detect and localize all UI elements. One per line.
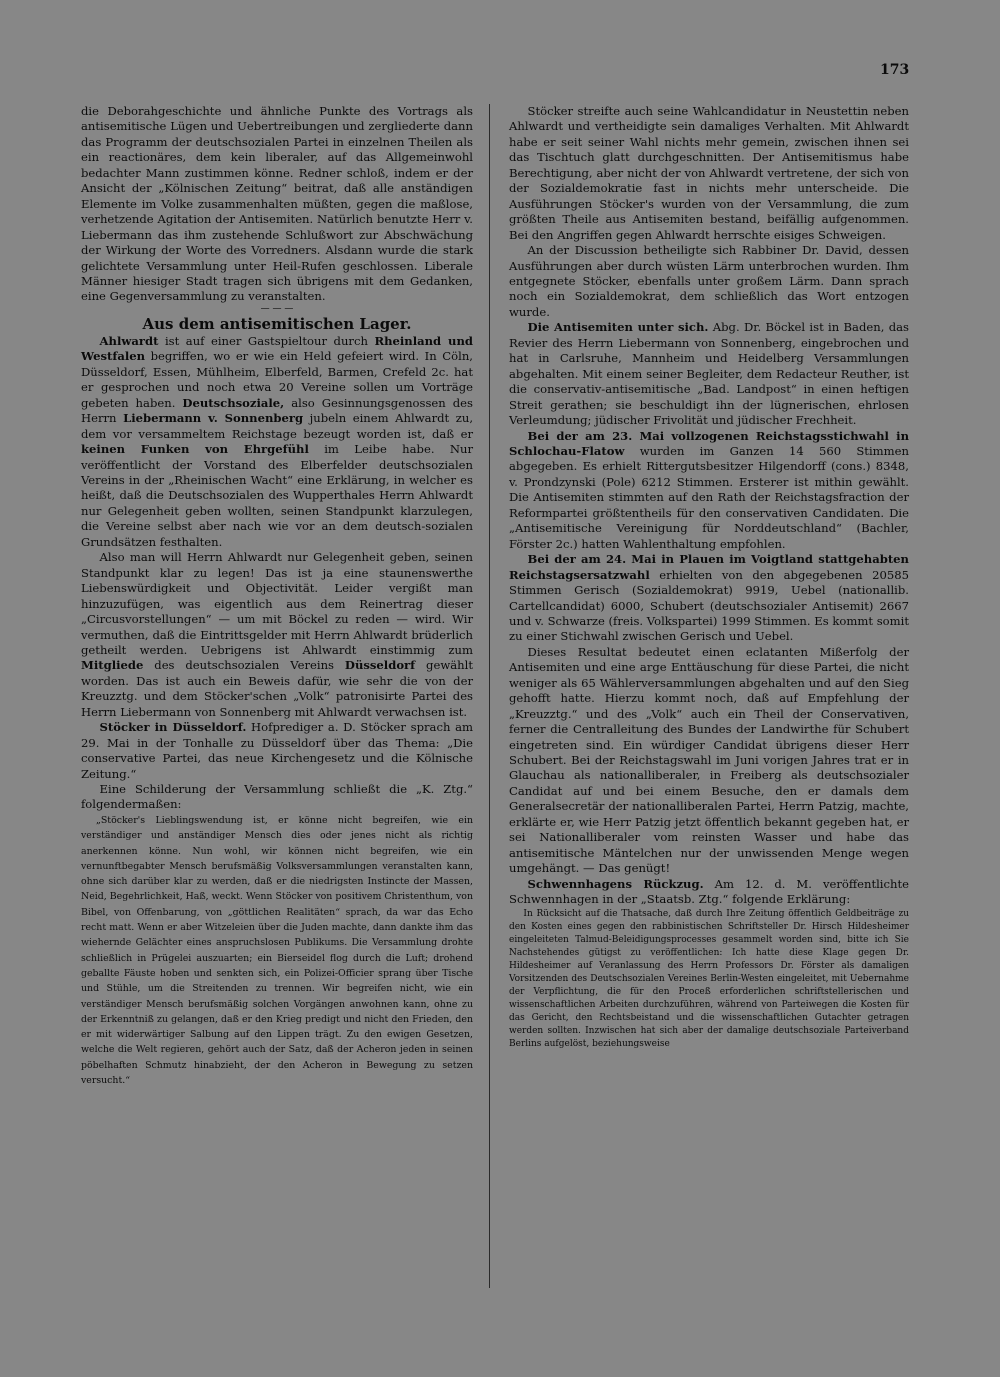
text-run: gewählt worden. Das ist auch ein Beweis dafür, wie sehr die von der Kreuzztg. und dem Stöcker'schen „Volk“ patronisirte Partei des Herrn Liebermann von Sonnenberg mit Ahlwardt verwachsen ist. xyxy=(81,658,474,719)
quote-koelnische-zeitung: „Stöcker's Lieblingswendung ist, er könne nicht begreifen, wie ein verständiger und anständiger Mensch dies oder jenes nicht als richtig anerkennen könne. Nun wohl, wir können nicht begreifen, wie ein vernunftbegabter Mensch berufsmäßig Volksversammlungen veranstalten kann, ohne sich darüber klar zu werden, daß er die niedrigsten Instincte der Massen, Neid, Begehrlichkeit, Haß, weckt. Wenn Stöcker von positivem Christenthum, von Bibel, von Offenbarung, von „göttlichen Realitäten“ sprach, da war das Echo recht matt. Wenn er aber Witzeleien über die Juden machte, dann dankte ihm das wiehernde Gelächter eines anspruchslosen Publikums. Die Versammlung drohte schließlich in Prügelei auszuarten; ein Bierseidel flog durch die Luft; drohend geballte Fäuste hoben und senkten sich, ein Polizei-Officier sprang über Tische und Stühle, um die Streitenden zu trennen. Wir begreifen nicht, wie ein verständiger Mensch berufsmäßig solchen Vorgängen anwohnen kann, ohne zu der Erkenntniß zu gelangen, daß er den Krieg predigt und nicht den Frieden, den er mit widerwärtiger Salbung auf den Lippen trägt. Zu den ewigen Gesetzen, welche die Welt regieren, gehört auch der Satz, daß der Acheron jeden in seinen pöbelhaften Schmutz hinabzieht, der den Acheron in Bewegung zu setzen versucht.“ xyxy=(81,814,473,1086)
section-separator: — — — xyxy=(260,303,294,314)
paragraph-discussion: An der Discussion betheiligte sich Rabbiner Dr. David, dessen Ausführungen aber durch wüsten Lärm unterbrochen wurden. Ihm entgegnete Stöcker, ebenfalls unter großem Lärm. Dann sprach noch ein Sozialdemokrat, dem schließlich das Wort entzogen wurde. xyxy=(509,243,909,319)
text-run: begriffen, wo er wie ein Held gefeiert wird. In Cöln, Düsseldorf, Essen, Mühlheim, Elberfeld, Barmen, Crefeld 2c. hat er gesprochen und noch etwa 20 Vereine sollen um Vorträge gebeten haben. xyxy=(81,349,473,410)
bold-run: Mitgliede xyxy=(81,658,144,673)
bold-run: Liebermann v. Sonnenberg xyxy=(123,411,304,426)
section-heading: Aus dem antisemitischen Lager. xyxy=(142,314,412,333)
bold-run: Schwennhagens Rückzug. xyxy=(527,876,704,891)
bold-run: Bei der am 23. Mai vollzogenen Reichstagsstichwahl in Schlochau-Flatow xyxy=(509,428,909,458)
text-run: erhielten von den abgegebenen 20585 Stimmen Gerisch (Sozialdemokrat) 9919, Uebel (nationallib. Cartellcandidat) 6000, Schubert (deutschsozialer Antisemit) 2667 und v. Schwarze (freis. Volkspartei) 1999 Stimmen. Es kommt somit zu einer Stichwahl zwischen Gerisch und Uebel. xyxy=(509,567,909,644)
paragraph-ahlwardt xyxy=(81,334,473,550)
bold-run: Bei der am 24. Mai in Plauen im Voigtland stattgehabten Reichstagsersatzwahl xyxy=(509,552,909,582)
paragraph-meeting-end: die Deborahgeschichte und ähnliche Punkte des Vortrags als antisemitische Lügen und Uebertreibungen und zergliederte dann das Programm der deutschsozialen Partei in einzelnen Theilen als ein reactionäres, dem kein liberaler, auf das Allgemeinwohl bedachter Mann zustimmen könne. Redner schloß, indem er der Ansicht der „Kölnischen Zeitung“ beitrat, daß alle anständigen Elemente im Volke zusammenhalten müßten, gegen die maßlose, verhetzende Agitation der Antisemiten. Natürlich benutzte Herr v. Liebermann das ihm zustehende Schlußwort zur Abschwächung der Wirkung der Worte des Vorredners. Alsdann wurde die stark gelichtete Versammlung unter Heil-Rufen geschlossen. Liberale Männer hiesiger Stadt tragen sich übrigens mit dem Gedanken, eine Gegenversammlung zu veranstalten. xyxy=(81,104,473,304)
paragraph-report-intro: Eine Schilderung der Versammlung schließt die „K. Ztg.“ folgendermaßen: xyxy=(81,782,473,812)
text-run: des deutschsozialen Vereins xyxy=(143,658,345,673)
left-column xyxy=(81,104,473,1088)
bold-run: Stöcker in Düsseldorf. xyxy=(99,720,247,735)
quote-schwennhagen-declaration: In Rücksicht auf die Thatsache, daß durch Ihre Zeitung öffentlich Geldbeiträge zu den Kosten eines gegen den rabbinistischen Schriftsteller Dr. Hirsch Hildesheimer eingeleiteten Talmud-Beleidigungsprocesses gesammelt worden sind, bitte ich Sie Nachstehendes gütigst zu veröffentlichen: Ich hatte diese Klage gegen Dr. Hildesheimer auf Veranlassung des Herrn Professors Dr. Förster als damaligen Vorsitzenden des Deutschsozialen Vereines Berlin-Westen eingeleitet, mit Uebernahme der Verpflichtung, die für den Proceß erforderlichen schriftstellerischen und wissenschaftlichen Arbeiten durchzuführen, während von Parteiwegen die Kosten für das Gericht, den Rechtsbeistand und die wissenschaftlichen Gutachter getragen werden sollten. Inzwischen hat sich aber der damalige deutschsoziale Parteiverband Berlins aufgelöst, beziehungsweise xyxy=(509,908,909,1049)
text-run: jubeln einem Ahlwardt zu, dem vor versammeltem Reichstage bezeugt worden ist, daß er xyxy=(81,411,473,441)
text-run: Also man will Herrn Ahlwardt nur Gelegenheit geben, seinen Standpunkt klar zu legen! Das ist ja eine staunenswerthe Liebenswürdigkeit und Objectivität. Leider vergißt man hinzuzufügen, was eigentlich aus dem Reinertrag dieser „Circusvorstellungen“ — um mit Böckel zu reden — wird. Wir vermuthen, daß die Eintrittsgelder mit Herrn Ahlwardt brüderlich getheilt werden. Uebrigens ist Ahlwardt einstimmig zum xyxy=(81,550,473,657)
bold-run: Deutschsoziale, xyxy=(182,395,285,410)
bold-run: Düsseldorf xyxy=(344,658,416,673)
right-column xyxy=(509,104,909,1051)
bold-run: Ahlwardt xyxy=(99,333,159,348)
paragraph-ahlwardt-commentary xyxy=(81,550,473,720)
column-rule xyxy=(489,104,490,1288)
paragraph-stoecker-duesseldorf xyxy=(81,720,473,782)
paragraph-plauen xyxy=(509,552,909,645)
paragraph-result: Dieses Resultat bedeutet einen eclatanten Mißerfolg der Antisemiten und eine arge Enttäuschung für diese Partei, die nicht weniger als 65 Wählerversammlungen abgehalten und auf den Sieg gehofft hatte. Hierzu kommt noch, daß auf Empfehlung der „Kreuzztg.“ und des „Volk“ auch ein Theil der Conservativen, ferner die Centralleitung des Bundes der Landwirthe für Schubert eingetreten sind. Ein würdiger Candidat übrigens dieser Herr Schubert. Bei der Reichstagswahl im Juni vorigen Jahres trat er in Glauchau als nationalliberaler, in Freiberg als deutschsozialer Candidat auf und bei einem Besuche, den er damals dem Generalsecretär der nationalliberalen Partei, Herrn Patzig, machte, erklärte er, wie Herr Patzig jetzt öffentlich bekannt gegeben hat, er sei Nationalliberaler vom reinsten Wasser und habe das antisemitische Mäntelchen nur der unwissenden Menge wegen umgehängt. — Das genügt! xyxy=(509,644,909,876)
page-number: 173 xyxy=(880,62,910,78)
text-run: Am 12. d. M. veröffentlichte Schwennhagen in der „Staatsb. Ztg.“ folgende Erklärung: xyxy=(509,876,909,907)
paragraph-schlochau-flatow xyxy=(509,429,909,553)
paragraph-antisemiten-unter-sich xyxy=(509,320,909,428)
text-run: wurden im Ganzen 14 560 Stimmen abgegeben. Es erhielt Rittergutsbesitzer Hilgendorff (cons.) 8348, v. Prondzynski (Pole) 6212 Stimmen. Ersterer ist mithin gewählt. Die Antisemiten stimmten auf den Rath der Reichstagsfraction der Reformpartei größtentheils für den conservativen Candidaten. Die „Antisemitische Vereinigung für Norddeutschland“ (Bachler, Förster 2c.) hatten Wahlenthaltung empfohlen. xyxy=(509,443,909,551)
paragraph-neustettin: Stöcker streifte auch seine Wahlcandidatur in Neustettin neben Ahlwardt und vertheidigte sein damaliges Verhalten. Mit Ahlwardt habe er seit seiner Wahl nichts mehr gemein, zwischen ihnen sei das Tischtuch glatt durchgeschnitten. Der Antisemitismus habe Berechtigung, aber nicht der von Ahlwardt vertretene, der sich von der Sozialdemokratie fast in nichts mehr unterscheide. Die Ausführungen Stöcker's wurden von der Versammlung, die zum größten Theile aus Antisemiten bestand, beifällig aufgenommen. Bei den Angriffen gegen Ahlwardt herrschte eisiges Schweigen. xyxy=(509,104,909,242)
bold-run: Rheinland und Westfalen xyxy=(81,333,473,364)
text-run: Hofprediger a. D. Stöcker sprach am 29. Mai in der Tonhalle zu Düsseldorf über das Thema: „Die conservative Partei, das neue Kirchengesetz und die Kölnische Zeitung.“ xyxy=(81,720,473,781)
text-run: im Leibe habe. Nur veröffentlicht der Vorstand des Elberfelder deutschsozialen Vereins in der „Rheinischen Wacht“ eine Erklärung, in welcher es heißt, daß die Deutschsozialen des Wupperthales Herrn Ahlwardt nur Gelegenheit geben wollten, seinen Standpunkt klarzulegen, die Vereine selbst aber nach wie vor an dem deutsch-sozialen Grundsätzen festhalten. xyxy=(81,442,474,549)
text-run: also Gesinnungsgenossen des Herrn xyxy=(81,395,473,426)
text-run: ist auf einer Gastspieltour durch xyxy=(158,333,375,348)
bold-run: Die Antisemiten unter sich. xyxy=(527,320,709,335)
bold-run: keinen Funken von Ehrgefühl xyxy=(81,442,309,457)
text-run: Abg. Dr. Böckel ist in Baden, das Revier des Herrn Liebermann von Sonnenberg, eingebrochen und hat in Carlsruhe, Mannheim und Heidelberg Versammlungen abgehalten. Mit einem seiner Begleiter, dem Redacteur Reuther, ist die conservativ-antisemitische „Bad. Landpost“ in einen heftigen Streit gerathen; sie beschuldigt ihn der lügnerischen, ehrlosen Verleumdung; jüdischer Frivolität und jüdischer Frechheit. xyxy=(509,320,909,428)
paragraph-schwennhagen xyxy=(509,877,909,908)
